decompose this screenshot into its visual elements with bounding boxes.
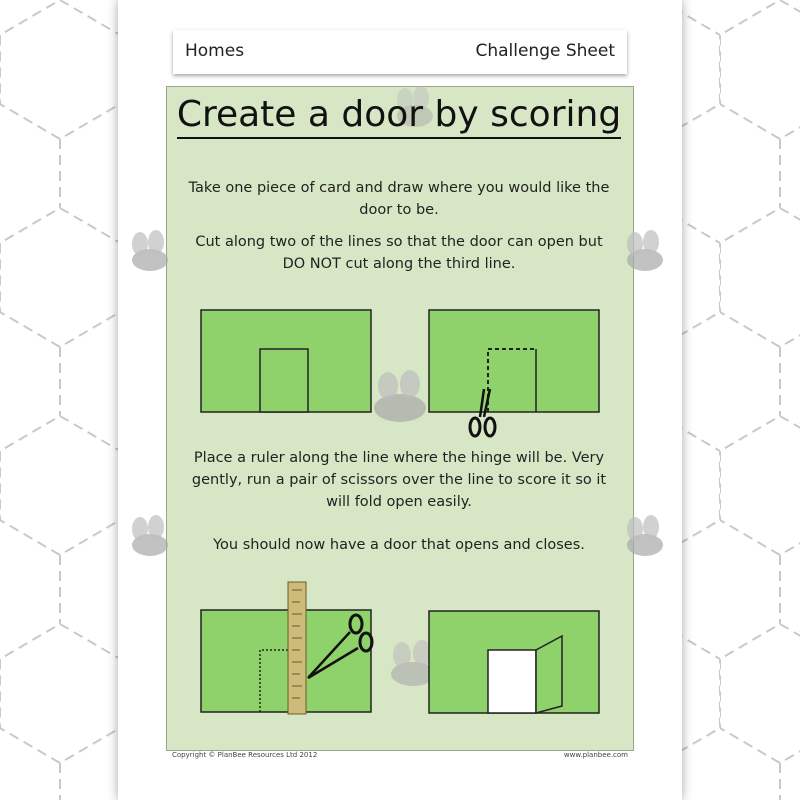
website-text: www.planbee.com [563,751,628,759]
diagram-card-open-door [428,610,600,714]
instruction-paragraph: Cut along two of the lines so that the door can open but DO NOT cut along the third line. [195,234,603,272]
topic-label: Homes [185,41,245,61]
copyright-text: Copyright © PlanBee Resources Ltd 2012 [172,751,318,759]
sheet-type-label: Challenge Sheet [475,41,615,61]
instruction-paragraph: Take one piece of card and draw where you would like the door to be. [188,180,610,218]
diagram-card-cut-lines [428,309,600,443]
instruction-paragraph: Place a ruler along the line where the hinge will be. Very gently, run a pair of scissors over the line to score it so it will fold open easily. [191,450,607,510]
diagram-card-ruler-scoring [200,580,380,720]
header-bar [173,30,627,74]
instruction-paragraph: You should now have a door that opens and closes. [213,537,585,553]
ruler-icon [288,582,306,714]
diagram-card-drawn-door [200,309,372,413]
bee-watermark-icon [615,230,675,280]
bee-watermark-icon [120,230,180,280]
bee-watermark-icon [120,515,180,565]
page-title: Create a door by scoring [166,94,632,135]
bee-watermark-icon [615,515,675,565]
